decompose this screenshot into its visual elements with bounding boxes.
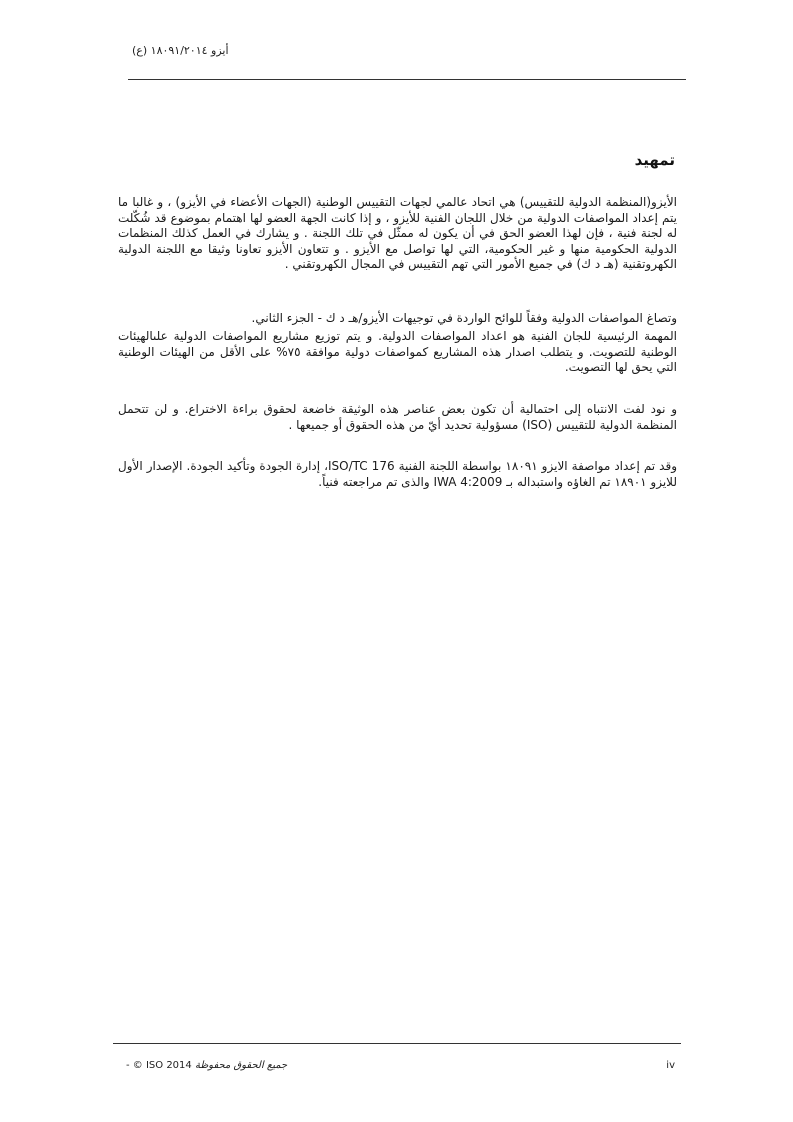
- foreword-paragraph-preparation: وقد تم إعداد مواصفة الايزو ١٨٠٩١ بواسطة اللجنة الفنية ISO/TC 176، إدارة الجودة وتأكيد الجودة. الإصدار الأول للايزو ١٨٩٠١ تم الغاؤه واستبداله بـ IWA 4:2009 والذى تم مراجعته فنياً.: [118, 459, 678, 489]
- header-divider: [128, 79, 686, 80]
- copyright-notice: - © ISO 2014: [126, 1060, 192, 1071]
- foreword-paragraph-iso-intro: الأيزو(المنظمة الدولية للتقييس) هي اتحاد عالمي لجهات التقييس الوطنية (الجهات الأعضاء في الأيزو) ، و غالبا ما يتم إعداد المواصفات الدولية من خلال اللجان الفنية للأيزو ، و إذا كانت الجهة العضو لها اهتمام بموضوع قد شُكّلت له لجنة فنية ، فإن لهذا العضو الحق في أن يكون له ممثّل في تلك اللجنة . و يشارك في العمل كذلك المنظمات الدولية الحكومية منها و غير الحكومية، التي لها تواصل مع الأيزو . و تتعاون الأيزو تعاونا وثيقا مع اللجنة الدولية الكهروتقنية (هـ د ك) في جميع الأمور التي تهم التقييس في المجال الكهروتقني .: [118, 195, 677, 272]
- foreword-paragraph-directives: وتصاغ المواصفات الدولية وفقاً للوائح الواردة في توجيهات الأيزو/هـ د ك - الجزء الثاني.: [251, 311, 677, 325]
- page-number: iv: [666, 1060, 675, 1071]
- footer-copyright: [126, 1059, 287, 1072]
- document-code: أيزو ١٨٠٩١/٢٠١٤ (ع): [132, 44, 229, 57]
- foreword-paragraph-technical-committees: المهمة الرئيسية للجان الفنية هو اعداد المواصفات الدولية. و يتم توزيع مشاريع المواصفات الدولية علىالهيئات الوطنية للتصويت. و يتطلب اصدار هذه المشاريع كمواصفات دولية موافقة ٧٥% على الأقل من الهيئات الوطنية التي يحق لها التصويت.: [118, 329, 677, 375]
- rights-reserved-text: جميع الحقوق محفوظة: [194, 1060, 288, 1071]
- section-title: تمهيد: [634, 151, 675, 169]
- footer-divider: [113, 1043, 681, 1044]
- foreword-paragraph-patent-rights: و نود لفت الانتباه إلى احتمالية أن تكون بعض عناصر هذه الوثيقة خاضعة لحقوق براءة الاختراع. و لن تتحمل المنظمة الدولية للتقييس (ISO) مسؤولية تحديد أيّ من هذه الحقوق أو جميعها .: [118, 402, 677, 432]
